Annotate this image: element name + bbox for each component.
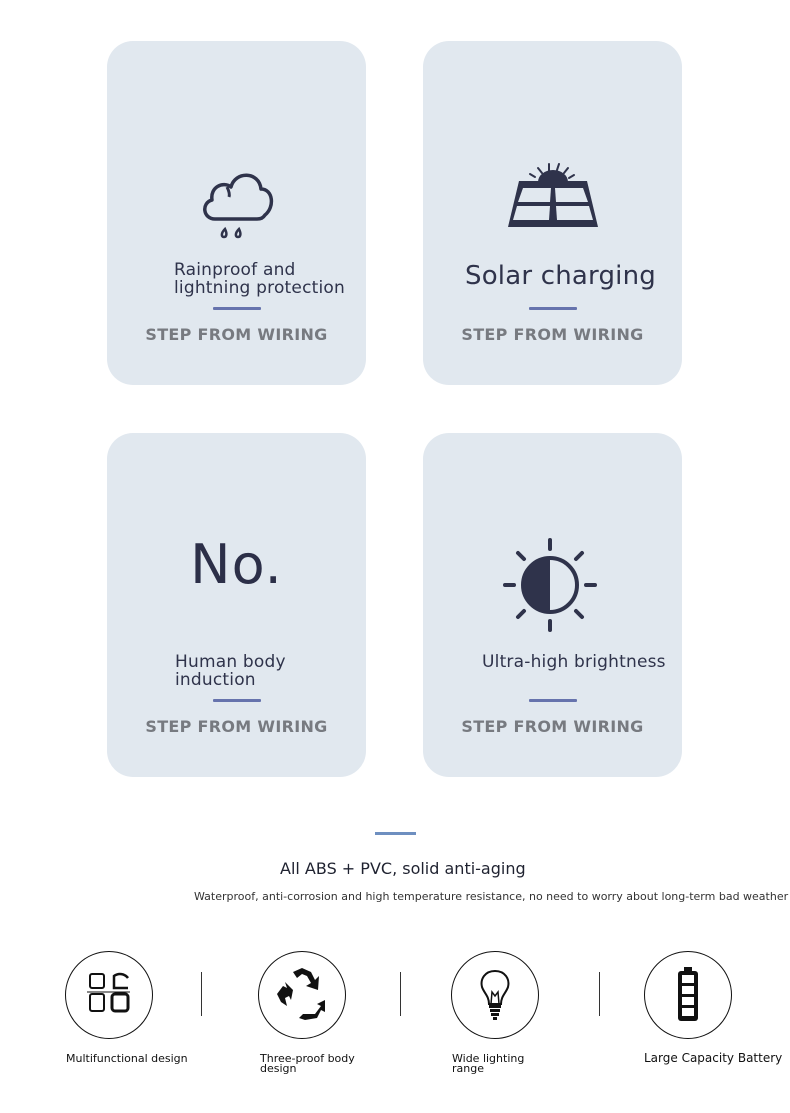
card-subtitle: STEP FROM WIRING	[461, 717, 644, 736]
feature-card-induction	[107, 433, 366, 777]
card-title: Ultra-high brightness	[482, 652, 666, 672]
material-description: Waterproof, anti-corrosion and high temperature resistance, no need to worry about long-term bad weather	[194, 890, 789, 903]
cloud-rain-icon	[199, 167, 275, 245]
feature-separator	[599, 972, 600, 1016]
recycle-arrows-icon	[259, 952, 345, 1038]
solar-panel-icon	[505, 161, 601, 235]
feature-three-proof	[258, 951, 346, 1039]
section-divider	[375, 832, 416, 835]
multifunction-grid-icon	[66, 952, 152, 1038]
card-accent-rule	[529, 699, 577, 702]
feature-battery	[644, 951, 732, 1039]
feature-separator	[400, 972, 401, 1016]
card-title: Human body induction	[175, 652, 286, 690]
battery-icon	[645, 952, 731, 1038]
feature-card-solar	[423, 41, 682, 385]
feature-label: Large Capacity Battery	[644, 1051, 783, 1065]
feature-multifunctional	[65, 951, 153, 1039]
feature-wide-lighting	[451, 951, 539, 1039]
feature-separator	[201, 972, 202, 1016]
card-accent-rule	[213, 699, 261, 702]
card-subtitle: STEP FROM WIRING	[461, 325, 644, 344]
feature-label: Multifunctional design	[66, 1052, 188, 1065]
feature-label: Three-proof body design	[260, 1052, 355, 1075]
brightness-sun-icon	[503, 537, 599, 637]
feature-card-rainproof	[107, 41, 366, 385]
material-headline: All ABS + PVC, solid anti-aging	[280, 859, 526, 878]
light-bulb-icon	[452, 952, 538, 1038]
card-title: Rainproof and lightning protection	[174, 260, 345, 298]
feature-label: Wide lighting range	[452, 1052, 525, 1075]
feature-card-brightness	[423, 433, 682, 777]
card-accent-rule	[213, 307, 261, 310]
card-subtitle: STEP FROM WIRING	[145, 717, 328, 736]
card-subtitle: STEP FROM WIRING	[145, 325, 328, 344]
big-number-text: No.	[190, 533, 283, 596]
card-accent-rule	[529, 307, 577, 310]
card-title: Solar charging	[465, 261, 656, 291]
